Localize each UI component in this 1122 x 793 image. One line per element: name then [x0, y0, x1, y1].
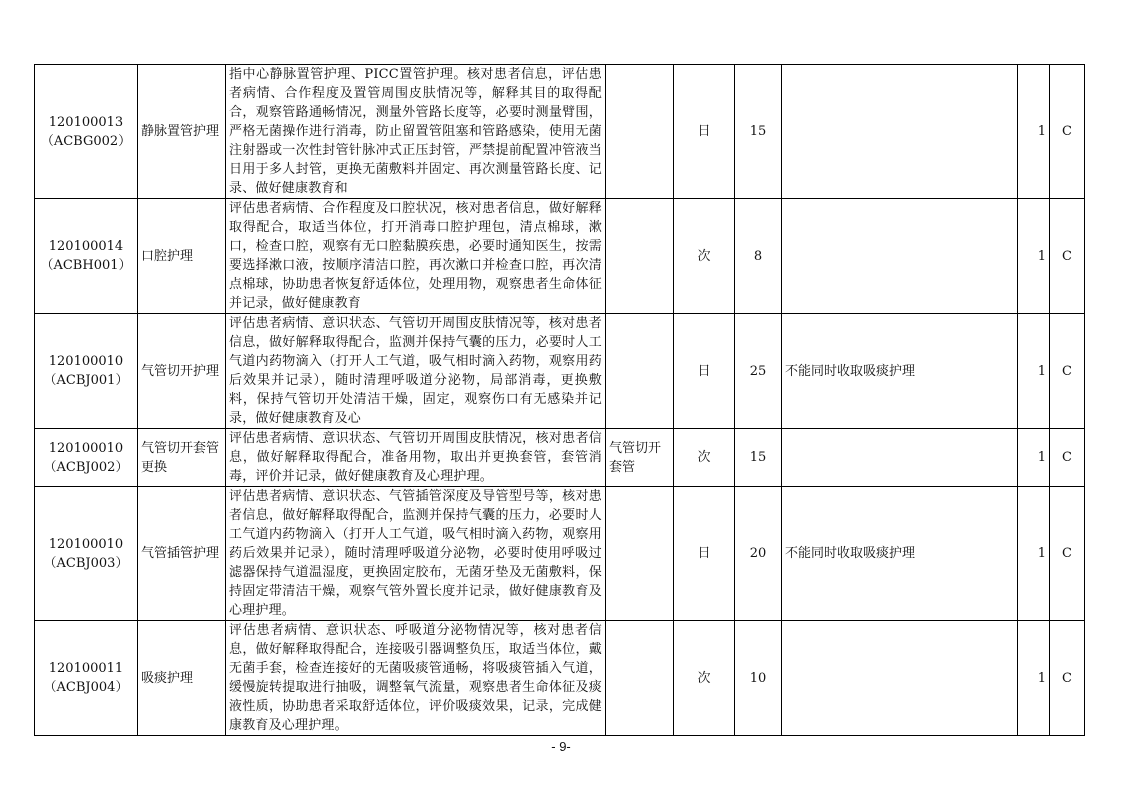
item-code: 120100010	[48, 440, 124, 456]
item-subcode: （ACBJ004）	[43, 680, 129, 695]
item-note	[782, 429, 1018, 487]
item-unit: 次	[674, 621, 735, 736]
item-note	[782, 199, 1018, 314]
table-row	[35, 621, 1085, 736]
item-price: 10	[735, 621, 782, 736]
fee-table	[34, 64, 1085, 736]
item-name: 口腔护理	[138, 199, 226, 314]
item-code: 120100010	[48, 536, 124, 552]
table-row	[35, 314, 1085, 429]
item-price: 8	[735, 199, 782, 314]
item-code-cell	[35, 429, 138, 487]
item-code: 120100014	[48, 239, 124, 254]
item-subcode: （ACBG002）	[40, 133, 132, 149]
item-grade: C	[1050, 65, 1085, 199]
item-exclusion	[606, 314, 674, 429]
item-code-cell	[35, 487, 138, 621]
item-name: 吸痰护理	[138, 621, 226, 736]
item-description: 评估患者病情、意识状态、呼吸道分泌物情况等，核对患者信息，做好解释取得配合，连接吸引器调整负压，取适当体位，戴无菌手套，检查连接好的无菌吸痰管通畅，将吸痰管插入气道，缓慢旋转提取进行抽吸，调整氧气流量，观察患者生命体征及痰液性质，协助患者采取舒适体位，评价吸痰效果，记录，完成健康教育及心理护理。	[226, 621, 606, 736]
table-row	[35, 429, 1085, 487]
item-ratio: 1	[1018, 199, 1050, 314]
item-exclusion: 气管切开套管	[606, 429, 674, 487]
item-note: 不能同时收取吸痰护理	[782, 487, 1018, 621]
item-code: 120100011	[48, 661, 124, 676]
item-ratio: 1	[1018, 65, 1050, 199]
item-unit: 日	[674, 487, 735, 621]
item-ratio: 1	[1018, 621, 1050, 736]
item-grade: C	[1050, 621, 1085, 736]
page-number: - 9-	[551, 739, 571, 754]
item-name: 静脉置管护理	[138, 65, 226, 199]
item-price: 15	[735, 65, 782, 199]
item-description: 评估患者病情、意识状态、气管插管深度及导管型号等，核对患者信息，做好解释取得配合，监测并保持气囊的压力，必要时人工气道内药物滴入（打开人工气道，吸气相时滴入药物，观察用药后效果并记录），随时清理呼吸道分泌物，必要时使用呼吸过滤器保持气道温湿度，更换固定胶布，无菌牙垫及无菌敷料，保持固定带清洁干燥，观察气管外置长度并记录，做好健康教育及心理护理。	[226, 487, 606, 621]
item-note: 不能同时收取吸痰护理	[782, 314, 1018, 429]
item-subcode: （ACBJ002）	[43, 459, 129, 475]
item-exclusion	[606, 621, 674, 736]
item-price: 15	[735, 429, 782, 487]
item-code: 120100010	[48, 354, 124, 369]
item-ratio: 1	[1018, 487, 1050, 621]
item-name: 气管切开护理	[138, 314, 226, 429]
item-grade: C	[1050, 314, 1085, 429]
item-price: 25	[735, 314, 782, 429]
item-unit: 次	[674, 429, 735, 487]
item-unit: 日	[674, 314, 735, 429]
item-description: 指中心静脉置管护理、PICC置管护理。核对患者信息，评估患者病情、合作程度及置管周围皮肤情况等，解释其目的取得配合，观察管路通畅情况，测量外管路长度等，必要时测量臂围，严格无菌操作进行消毒，防止留置管阻塞和管路感染，使用无菌注射器或一次性封管针脉冲式正压封管，严禁提前配置冲管液当日用于多人封管，更换无菌敷料并固定、再次测量管路长度、记录、做好健康教育和	[226, 65, 606, 199]
item-description: 评估患者病情、合作程度及口腔状况，核对患者信息，做好解释取得配合，取适当体位，打开消毒口腔护理包，清点棉球，漱口，检查口腔，观察有无口腔黏膜疾患，必要时通知医生，按需要选择漱口液，按顺序清洁口腔，再次漱口并检查口腔，再次清点棉球，协助患者恢复舒适体位，处理用物，观察患者生命体征并记录，做好健康教育	[226, 199, 606, 314]
item-code-cell	[35, 621, 138, 736]
item-ratio: 1	[1018, 314, 1050, 429]
item-description: 评估患者病情、意识状态、气管切开周围皮肤情况等，核对患者信息，做好解释取得配合，监测并保持气囊的压力，必要时人工气道内药物滴入（打开人工气道，吸气相时滴入药物，观察用药后效果并记录），随时清理呼吸道分泌物，局部消毒，更换敷料，保持气管切开处清洁干燥，固定，观察伤口有无感染并记录，做好健康教育及心	[226, 314, 606, 429]
item-ratio: 1	[1018, 429, 1050, 487]
item-unit: 次	[674, 199, 735, 314]
item-note	[782, 65, 1018, 199]
table-row	[35, 199, 1085, 314]
item-name: 气管切开套管更换	[138, 429, 226, 487]
item-exclusion	[606, 487, 674, 621]
item-description: 评估患者病情、意识状态、气管切开周围皮肤情况，核对患者信息，做好解释取得配合，准备用物，取出并更换套管，套管消毒，评价并记录，做好健康教育及心理护理。	[226, 429, 606, 487]
item-name: 气管插管护理	[138, 487, 226, 621]
item-exclusion	[606, 65, 674, 199]
item-subcode: （ACBH001）	[40, 258, 132, 273]
item-exclusion	[606, 199, 674, 314]
item-code-cell	[35, 199, 138, 314]
item-subcode: （ACBJ001）	[43, 373, 129, 388]
item-note	[782, 621, 1018, 736]
item-code: 120100013	[48, 114, 124, 130]
item-code-cell	[35, 314, 138, 429]
item-price: 20	[735, 487, 782, 621]
item-grade: C	[1050, 199, 1085, 314]
table-row	[35, 65, 1085, 199]
item-grade: C	[1050, 429, 1085, 487]
item-unit: 日	[674, 65, 735, 199]
table-row	[35, 487, 1085, 621]
item-grade: C	[1050, 487, 1085, 621]
item-code-cell	[35, 65, 138, 199]
item-subcode: （ACBJ003）	[43, 555, 129, 571]
